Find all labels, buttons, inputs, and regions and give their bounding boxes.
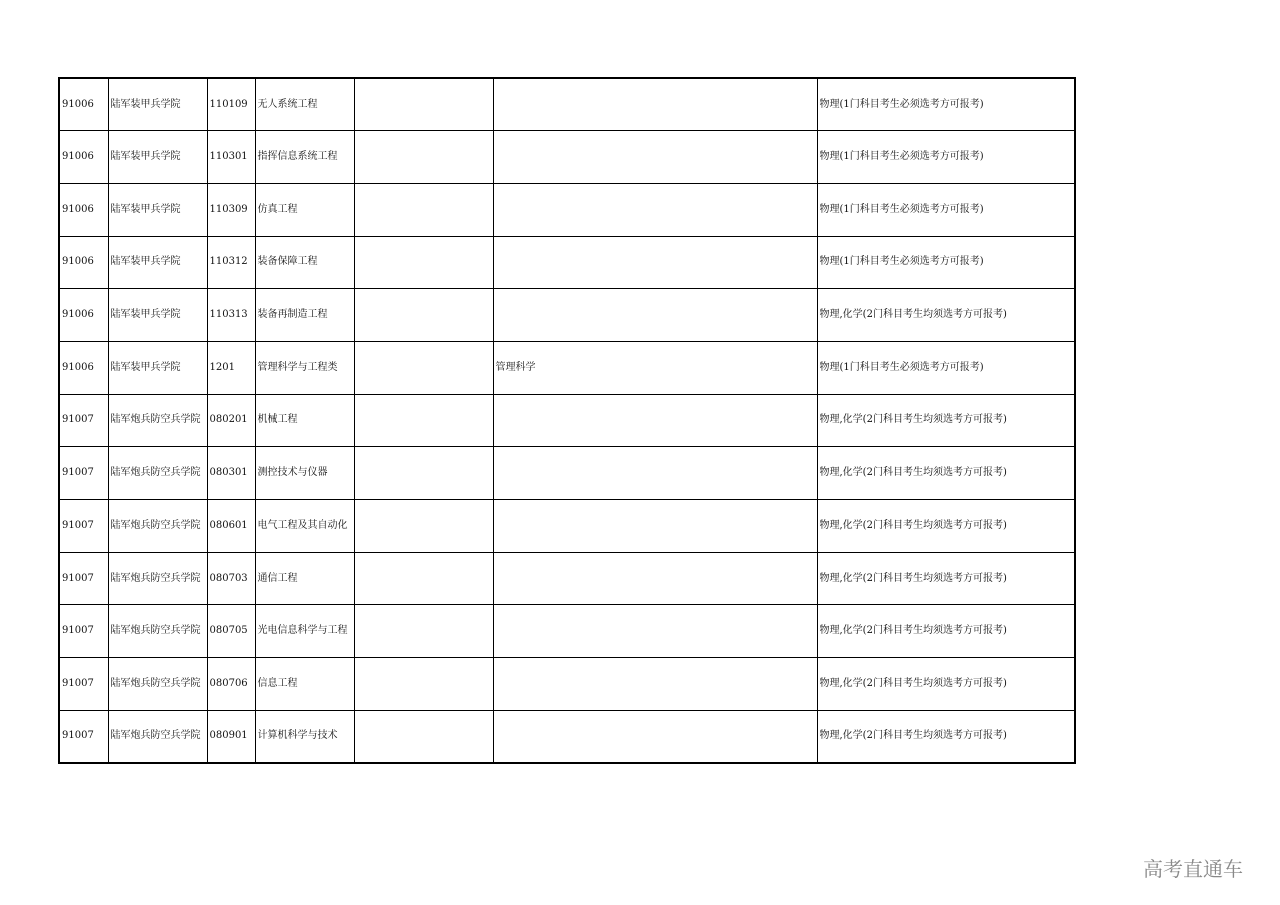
subject-requirement-cell: 物理(1门科目考生必须选考方可报考) xyxy=(817,183,1075,236)
table-row xyxy=(59,183,1075,236)
institution-name-cell: 陆军炮兵防空兵学院 xyxy=(108,605,207,658)
table-row xyxy=(59,394,1075,447)
included-majors-cell xyxy=(493,236,817,289)
institution-code-cell: 91007 xyxy=(59,500,108,553)
institution-code-cell: 91007 xyxy=(59,605,108,658)
major-name-cell: 装备再制造工程 xyxy=(255,289,354,342)
institution-name-cell: 陆军炮兵防空兵学院 xyxy=(108,394,207,447)
blank-cell xyxy=(354,394,493,447)
institution-code-cell: 91006 xyxy=(59,341,108,394)
table-row xyxy=(59,236,1075,289)
table-row xyxy=(59,447,1075,500)
major-name-cell: 指挥信息系统工程 xyxy=(255,131,354,184)
subject-requirement-cell: 物理,化学(2门科目考生均须选考方可报考) xyxy=(817,605,1075,658)
blank-cell xyxy=(354,605,493,658)
blank-cell xyxy=(354,500,493,553)
blank-cell xyxy=(354,710,493,763)
included-majors-cell xyxy=(493,183,817,236)
blank-cell xyxy=(354,658,493,711)
major-code-cell: 080201 xyxy=(207,394,255,447)
table-row xyxy=(59,341,1075,394)
institution-code-cell: 91007 xyxy=(59,552,108,605)
blank-cell xyxy=(354,552,493,605)
table-row xyxy=(59,552,1075,605)
table-row xyxy=(59,78,1075,131)
major-name-cell: 仿真工程 xyxy=(255,183,354,236)
included-majors-cell: 管理科学 xyxy=(493,341,817,394)
institution-code-cell: 91006 xyxy=(59,236,108,289)
institution-name-cell: 陆军炮兵防空兵学院 xyxy=(108,500,207,553)
blank-cell xyxy=(354,447,493,500)
included-majors-cell xyxy=(493,394,817,447)
included-majors-cell xyxy=(493,500,817,553)
watermark-text: 高考直通车 xyxy=(1143,857,1243,881)
major-name-cell: 装备保障工程 xyxy=(255,236,354,289)
institution-name-cell: 陆军炮兵防空兵学院 xyxy=(108,710,207,763)
major-code-cell: 110313 xyxy=(207,289,255,342)
institution-name-cell: 陆军装甲兵学院 xyxy=(108,183,207,236)
table-row xyxy=(59,605,1075,658)
included-majors-cell xyxy=(493,605,817,658)
institution-code-cell: 91006 xyxy=(59,289,108,342)
included-majors-cell xyxy=(493,552,817,605)
institution-code-cell: 91007 xyxy=(59,447,108,500)
blank-cell xyxy=(354,183,493,236)
institution-code-cell: 91006 xyxy=(59,78,108,131)
major-code-cell: 080601 xyxy=(207,500,255,553)
included-majors-cell xyxy=(493,710,817,763)
institution-name-cell: 陆军装甲兵学院 xyxy=(108,341,207,394)
subject-requirement-cell: 物理,化学(2门科目考生均须选考方可报考) xyxy=(817,552,1075,605)
table-body xyxy=(59,78,1075,763)
major-name-cell: 信息工程 xyxy=(255,658,354,711)
major-code-cell: 110301 xyxy=(207,131,255,184)
blank-cell xyxy=(354,289,493,342)
table-row xyxy=(59,500,1075,553)
major-name-cell: 电气工程及其自动化 xyxy=(255,500,354,553)
subject-requirement-cell: 物理(1门科目考生必须选考方可报考) xyxy=(817,236,1075,289)
blank-cell xyxy=(354,78,493,131)
institution-code-cell: 91006 xyxy=(59,131,108,184)
major-code-cell: 110109 xyxy=(207,78,255,131)
major-code-cell: 110312 xyxy=(207,236,255,289)
table-row xyxy=(59,289,1075,342)
major-code-cell: 080705 xyxy=(207,605,255,658)
subject-requirements-table xyxy=(58,77,1076,764)
institution-code-cell: 91007 xyxy=(59,394,108,447)
major-name-cell: 通信工程 xyxy=(255,552,354,605)
blank-cell xyxy=(354,236,493,289)
subject-requirement-cell: 物理,化学(2门科目考生均须选考方可报考) xyxy=(817,710,1075,763)
table-row xyxy=(59,658,1075,711)
major-name-cell: 光电信息科学与工程 xyxy=(255,605,354,658)
major-name-cell: 管理科学与工程类 xyxy=(255,341,354,394)
institution-code-cell: 91007 xyxy=(59,710,108,763)
subject-requirement-cell: 物理,化学(2门科目考生均须选考方可报考) xyxy=(817,394,1075,447)
blank-cell xyxy=(354,341,493,394)
included-majors-cell xyxy=(493,289,817,342)
subject-requirement-cell: 物理(1门科目考生必须选考方可报考) xyxy=(817,78,1075,131)
included-majors-cell xyxy=(493,78,817,131)
included-majors-cell xyxy=(493,447,817,500)
major-code-cell: 080301 xyxy=(207,447,255,500)
subject-requirement-cell: 物理(1门科目考生必须选考方可报考) xyxy=(817,341,1075,394)
table-row xyxy=(59,131,1075,184)
major-code-cell: 1201 xyxy=(207,341,255,394)
institution-name-cell: 陆军炮兵防空兵学院 xyxy=(108,658,207,711)
major-name-cell: 计算机科学与技术 xyxy=(255,710,354,763)
institution-name-cell: 陆军装甲兵学院 xyxy=(108,236,207,289)
subject-requirement-cell: 物理,化学(2门科目考生均须选考方可报考) xyxy=(817,658,1075,711)
major-name-cell: 测控技术与仪器 xyxy=(255,447,354,500)
institution-name-cell: 陆军炮兵防空兵学院 xyxy=(108,552,207,605)
subject-requirement-cell: 物理,化学(2门科目考生均须选考方可报考) xyxy=(817,289,1075,342)
institution-name-cell: 陆军炮兵防空兵学院 xyxy=(108,447,207,500)
subject-requirement-cell: 物理(1门科目考生必须选考方可报考) xyxy=(817,131,1075,184)
major-code-cell: 080901 xyxy=(207,710,255,763)
major-name-cell: 无人系统工程 xyxy=(255,78,354,131)
included-majors-cell xyxy=(493,658,817,711)
subject-requirement-cell: 物理,化学(2门科目考生均须选考方可报考) xyxy=(817,500,1075,553)
subject-requirement-cell: 物理,化学(2门科目考生均须选考方可报考) xyxy=(817,447,1075,500)
table-row xyxy=(59,710,1075,763)
institution-name-cell: 陆军装甲兵学院 xyxy=(108,131,207,184)
institution-name-cell: 陆军装甲兵学院 xyxy=(108,289,207,342)
major-name-cell: 机械工程 xyxy=(255,394,354,447)
included-majors-cell xyxy=(493,131,817,184)
institution-code-cell: 91007 xyxy=(59,658,108,711)
blank-cell xyxy=(354,131,493,184)
institution-code-cell: 91006 xyxy=(59,183,108,236)
major-code-cell: 080706 xyxy=(207,658,255,711)
institution-name-cell: 陆军装甲兵学院 xyxy=(108,78,207,131)
major-code-cell: 080703 xyxy=(207,552,255,605)
major-code-cell: 110309 xyxy=(207,183,255,236)
